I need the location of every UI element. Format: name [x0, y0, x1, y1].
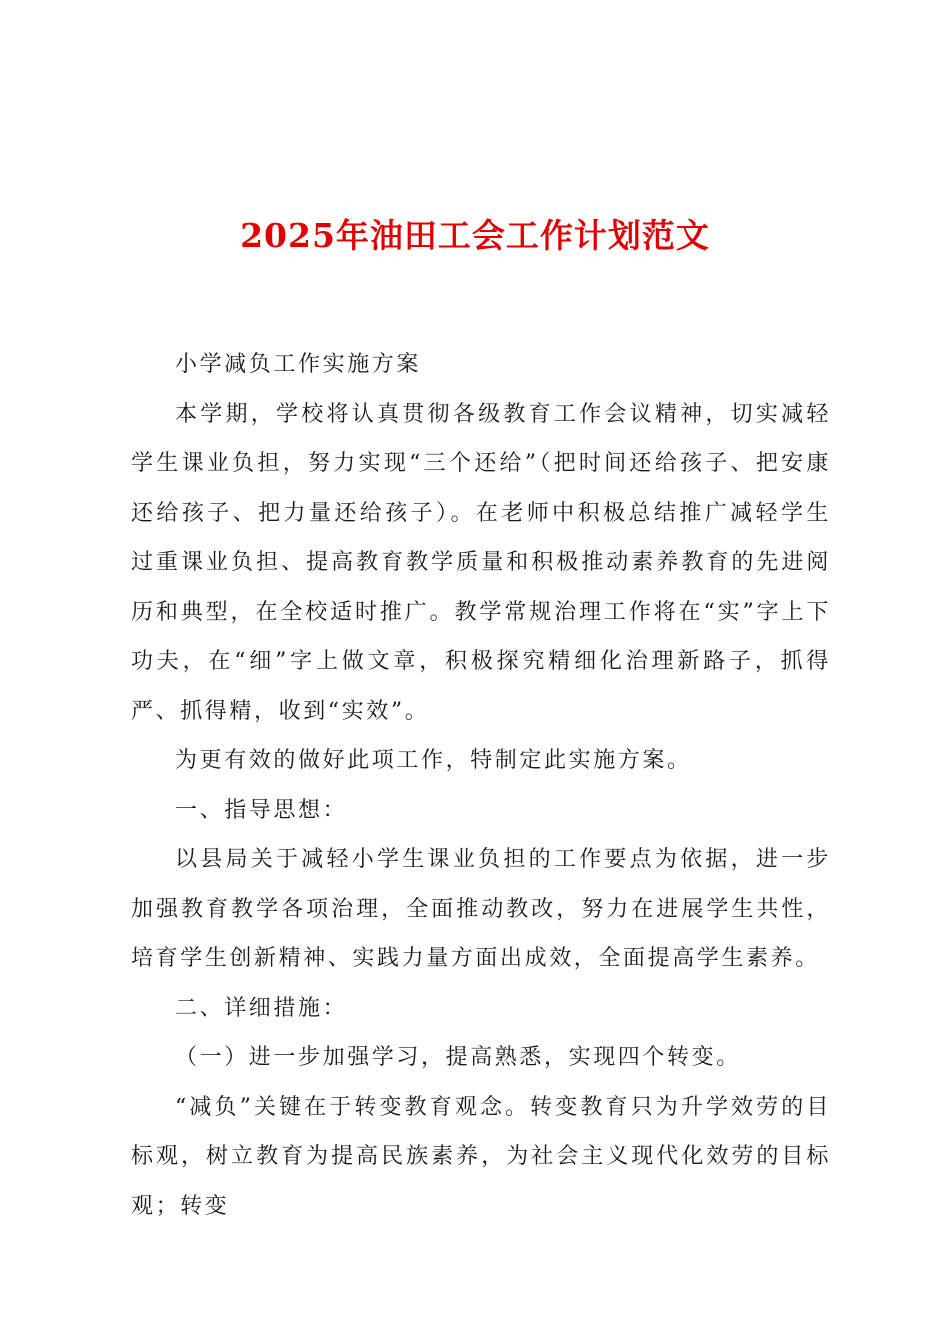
paragraph-purpose: 为更有效的做好此项工作，特制定此实施方案。	[175, 748, 692, 773]
paragraph-intro: 本学期，学校将认真贯彻各级教育工作会议精神，切实减轻学生课业负担，努力实现“三个还给”（把时间还给孩子、把安康还给孩子、把力量还给孩子）。在老师中积极总结推广减轻学生过重课业负担、提高教育教学质量和积极推动素养教育的先进阅历和典型，在全校适时推广。教学常规治理工作将在“实”字上下功夫，在“细”字上做文章，积极探究精细化治理新路子，抓得严、抓得精，收到“实效”。	[131, 401, 831, 724]
paragraph-guiding-thought: 以县局关于减轻小学生课业负担的工作要点为依据，进一步加强教育教学各项治理，全面推动教改，努力在进展学生共性，培育学生创新精神、实践力量方面出成效，全面提高学生素养。	[131, 847, 831, 971]
document-body	[131, 340, 831, 1231]
section-heading-measures: 二、详细措施：	[175, 995, 348, 1021]
paragraph-measures: “减负”关键在于转变教育观念。转变教育只为升学效劳的目标观，树立教育为提高民族素养，为社会主义现代化效劳的目标观；转变	[131, 1094, 831, 1219]
subsection-heading-study: （一）进一步加强学习，提高熟悉，实现四个转变。	[175, 1045, 741, 1070]
section-heading-guiding-thought: 一、指导思想：	[175, 797, 348, 823]
paragraph-subtitle: 小学减负工作实施方案	[175, 352, 422, 377]
document-title: 2025年油田工会工作计划范文	[240, 216, 710, 255]
